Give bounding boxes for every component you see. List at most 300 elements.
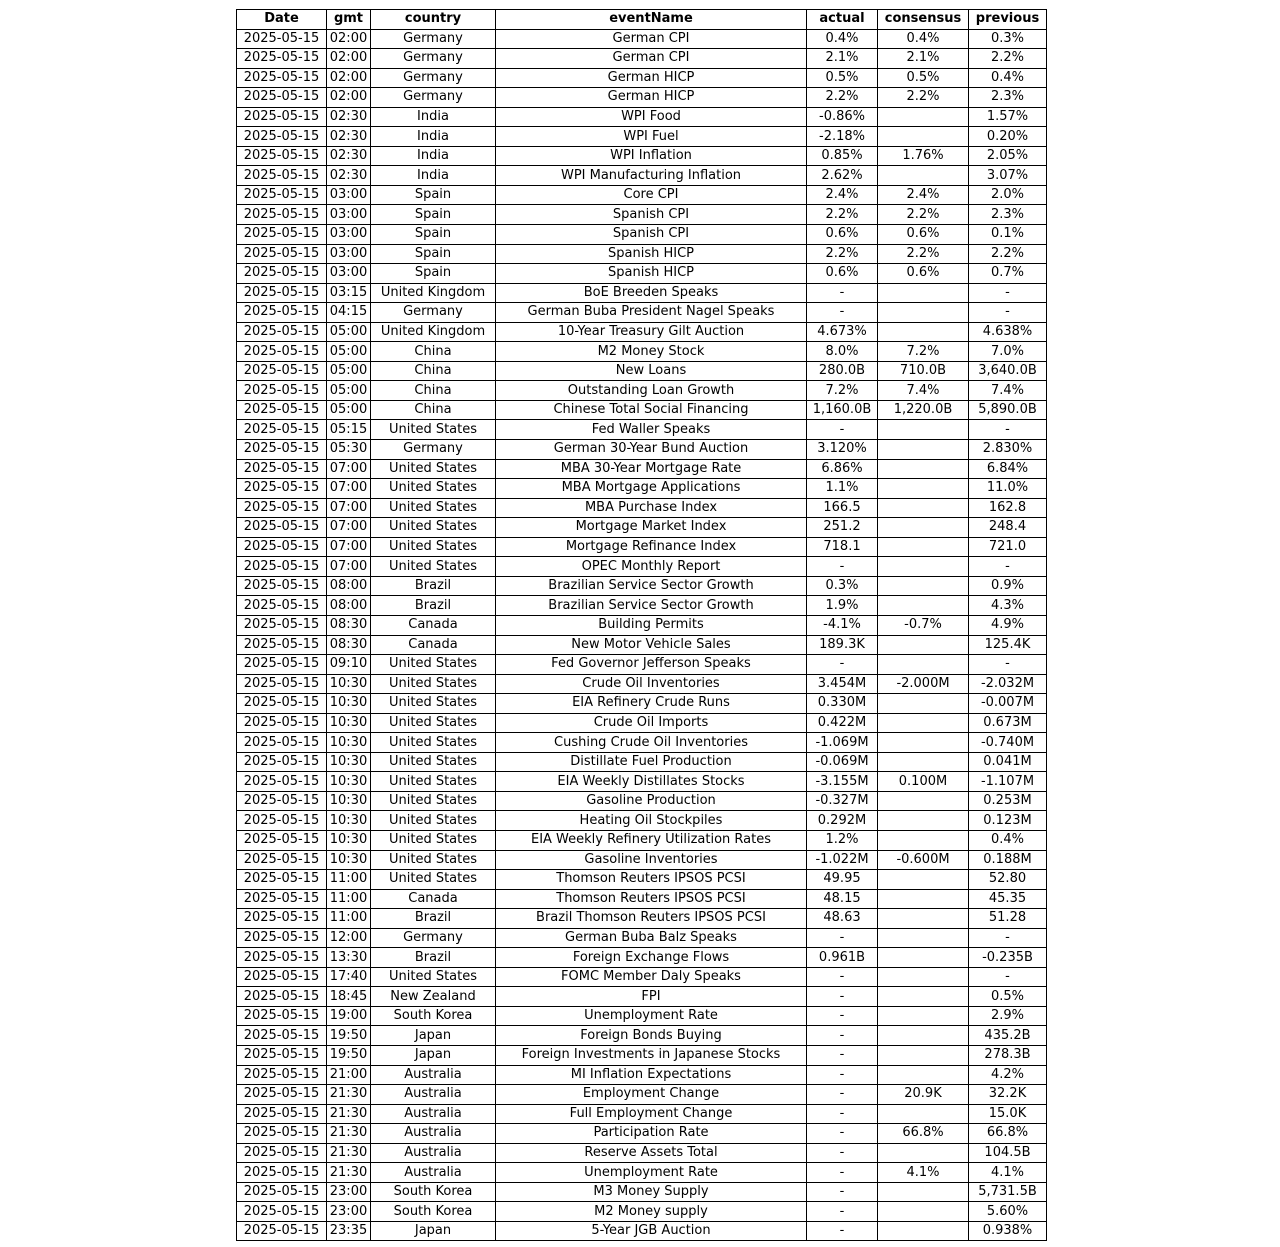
table-row xyxy=(237,283,1047,303)
previous-cell: 0.123M xyxy=(969,811,1047,831)
country-cell: Brazil xyxy=(371,576,496,596)
date-cell: 2025-05-15 xyxy=(237,166,327,186)
gmt-cell: 07:00 xyxy=(327,518,371,538)
previous-cell: 45.35 xyxy=(969,889,1047,909)
table-row xyxy=(237,655,1047,675)
event-name-cell: German HICP xyxy=(496,88,807,108)
table-row xyxy=(237,303,1047,323)
previous-cell: 0.4% xyxy=(969,68,1047,88)
event-name-cell: Thomson Reuters IPSOS PCSI xyxy=(496,889,807,909)
consensus-cell xyxy=(878,967,969,987)
previous-cell: 2.0% xyxy=(969,185,1047,205)
date-cell: 2025-05-15 xyxy=(237,1026,327,1046)
previous-cell: 5,890.0B xyxy=(969,400,1047,420)
date-cell: 2025-05-15 xyxy=(237,713,327,733)
date-cell: 2025-05-15 xyxy=(237,596,327,616)
actual-cell: 3.454M xyxy=(807,674,878,694)
date-cell: 2025-05-15 xyxy=(237,537,327,557)
actual-cell: - xyxy=(807,1065,878,1085)
consensus-cell xyxy=(878,870,969,890)
gmt-cell: 10:30 xyxy=(327,713,371,733)
table-row xyxy=(237,518,1047,538)
actual-cell: 166.5 xyxy=(807,498,878,518)
country-cell: New Zealand xyxy=(371,987,496,1007)
actual-cell: -1.069M xyxy=(807,733,878,753)
previous-cell: 2.05% xyxy=(969,146,1047,166)
previous-cell: 66.8% xyxy=(969,1124,1047,1144)
date-cell: 2025-05-15 xyxy=(237,225,327,245)
date-cell: 2025-05-15 xyxy=(237,420,327,440)
table-row xyxy=(237,596,1047,616)
consensus-cell xyxy=(878,1202,969,1222)
country-cell: United States xyxy=(371,694,496,714)
previous-cell: 1.57% xyxy=(969,107,1047,127)
event-name-cell: German CPI xyxy=(496,49,807,69)
actual-cell: 2.1% xyxy=(807,49,878,69)
country-cell: Germany xyxy=(371,29,496,49)
gmt-cell: 02:00 xyxy=(327,49,371,69)
country-cell: Spain xyxy=(371,264,496,284)
actual-cell: - xyxy=(807,283,878,303)
actual-cell: - xyxy=(807,1221,878,1241)
date-cell: 2025-05-15 xyxy=(237,635,327,655)
gmt-cell: 21:30 xyxy=(327,1085,371,1105)
previous-cell: 0.5% xyxy=(969,987,1047,1007)
table-row xyxy=(237,88,1047,108)
actual-cell: 48.63 xyxy=(807,909,878,929)
table-row xyxy=(237,420,1047,440)
consensus-cell: 2.1% xyxy=(878,49,969,69)
previous-cell: - xyxy=(969,420,1047,440)
gmt-cell: 03:00 xyxy=(327,225,371,245)
consensus-cell: -0.600M xyxy=(878,850,969,870)
consensus-cell: 0.5% xyxy=(878,68,969,88)
country-cell: United States xyxy=(371,713,496,733)
consensus-cell: 20.9K xyxy=(878,1085,969,1105)
gmt-cell: 05:15 xyxy=(327,420,371,440)
consensus-cell xyxy=(878,948,969,968)
consensus-cell xyxy=(878,830,969,850)
actual-cell: - xyxy=(807,967,878,987)
previous-cell: 0.041M xyxy=(969,752,1047,772)
date-cell: 2025-05-15 xyxy=(237,459,327,479)
country-cell: United States xyxy=(371,811,496,831)
table-row xyxy=(237,909,1047,929)
previous-cell: 0.9% xyxy=(969,576,1047,596)
previous-cell: 0.188M xyxy=(969,850,1047,870)
date-cell: 2025-05-15 xyxy=(237,1182,327,1202)
table-row xyxy=(237,635,1047,655)
gmt-cell: 11:00 xyxy=(327,870,371,890)
actual-cell: - xyxy=(807,1045,878,1065)
gmt-cell: 03:00 xyxy=(327,244,371,264)
previous-cell: 51.28 xyxy=(969,909,1047,929)
previous-cell: 4.3% xyxy=(969,596,1047,616)
gmt-cell: 05:00 xyxy=(327,381,371,401)
gmt-cell: 08:30 xyxy=(327,635,371,655)
consensus-cell: 66.8% xyxy=(878,1124,969,1144)
actual-cell: 1.2% xyxy=(807,830,878,850)
date-cell: 2025-05-15 xyxy=(237,928,327,948)
previous-cell: 0.253M xyxy=(969,791,1047,811)
column-header-gmt: gmt xyxy=(327,10,371,30)
table-row xyxy=(237,322,1047,342)
event-name-cell: Foreign Exchange Flows xyxy=(496,948,807,968)
event-name-cell: Cushing Crude Oil Inventories xyxy=(496,733,807,753)
consensus-cell xyxy=(878,303,969,323)
date-cell: 2025-05-15 xyxy=(237,1045,327,1065)
country-cell: Australia xyxy=(371,1143,496,1163)
column-header-event-name: eventName xyxy=(496,10,807,30)
actual-cell: 0.85% xyxy=(807,146,878,166)
consensus-cell xyxy=(878,166,969,186)
event-name-cell: Fed Waller Speaks xyxy=(496,420,807,440)
country-cell: Canada xyxy=(371,635,496,655)
table-row xyxy=(237,49,1047,69)
actual-cell: -0.069M xyxy=(807,752,878,772)
date-cell: 2025-05-15 xyxy=(237,576,327,596)
previous-cell: 3,640.0B xyxy=(969,361,1047,381)
table-row xyxy=(237,615,1047,635)
date-cell: 2025-05-15 xyxy=(237,322,327,342)
previous-cell: 7.0% xyxy=(969,342,1047,362)
table-row xyxy=(237,674,1047,694)
consensus-cell: 2.2% xyxy=(878,88,969,108)
consensus-cell: 7.2% xyxy=(878,342,969,362)
table-row xyxy=(237,342,1047,362)
actual-cell: - xyxy=(807,1085,878,1105)
previous-cell: - xyxy=(969,303,1047,323)
country-cell: United States xyxy=(371,967,496,987)
column-header-actual: actual xyxy=(807,10,878,30)
actual-cell: -0.86% xyxy=(807,107,878,127)
actual-cell: 48.15 xyxy=(807,889,878,909)
date-cell: 2025-05-15 xyxy=(237,655,327,675)
actual-cell: 0.330M xyxy=(807,694,878,714)
consensus-cell xyxy=(878,479,969,499)
country-cell: United States xyxy=(371,850,496,870)
actual-cell: - xyxy=(807,1104,878,1124)
consensus-cell: 0.4% xyxy=(878,29,969,49)
table-row xyxy=(237,1026,1047,1046)
actual-cell: -0.327M xyxy=(807,791,878,811)
date-cell: 2025-05-15 xyxy=(237,889,327,909)
actual-cell: 0.292M xyxy=(807,811,878,831)
country-cell: United States xyxy=(371,674,496,694)
country-cell: India xyxy=(371,107,496,127)
actual-cell: 1,160.0B xyxy=(807,400,878,420)
consensus-cell xyxy=(878,752,969,772)
gmt-cell: 02:30 xyxy=(327,146,371,166)
table-row xyxy=(237,694,1047,714)
table-row xyxy=(237,576,1047,596)
table-row xyxy=(237,68,1047,88)
table-row xyxy=(237,713,1047,733)
actual-cell: - xyxy=(807,1026,878,1046)
country-cell: China xyxy=(371,400,496,420)
date-cell: 2025-05-15 xyxy=(237,557,327,577)
gmt-cell: 21:30 xyxy=(327,1104,371,1124)
country-cell: United States xyxy=(371,870,496,890)
actual-cell: - xyxy=(807,987,878,1007)
consensus-cell xyxy=(878,107,969,127)
gmt-cell: 18:45 xyxy=(327,987,371,1007)
date-cell: 2025-05-15 xyxy=(237,1124,327,1144)
actual-cell: 0.6% xyxy=(807,264,878,284)
table-row xyxy=(237,400,1047,420)
previous-cell: -0.007M xyxy=(969,694,1047,714)
gmt-cell: 03:15 xyxy=(327,283,371,303)
table-row xyxy=(237,29,1047,49)
date-cell: 2025-05-15 xyxy=(237,205,327,225)
table-row xyxy=(237,166,1047,186)
event-name-cell: FPI xyxy=(496,987,807,1007)
actual-cell: 7.2% xyxy=(807,381,878,401)
event-name-cell: Crude Oil Imports xyxy=(496,713,807,733)
event-name-cell: M2 Money Stock xyxy=(496,342,807,362)
consensus-cell: 0.6% xyxy=(878,264,969,284)
event-name-cell: Foreign Bonds Buying xyxy=(496,1026,807,1046)
previous-cell: 2.9% xyxy=(969,1006,1047,1026)
table-row xyxy=(237,850,1047,870)
gmt-cell: 07:00 xyxy=(327,498,371,518)
table-row xyxy=(237,811,1047,831)
gmt-cell: 07:00 xyxy=(327,557,371,577)
date-cell: 2025-05-15 xyxy=(237,49,327,69)
event-name-cell: German HICP xyxy=(496,68,807,88)
event-name-cell: Unemployment Rate xyxy=(496,1163,807,1183)
previous-cell: 0.3% xyxy=(969,29,1047,49)
actual-cell: 4.673% xyxy=(807,322,878,342)
consensus-cell xyxy=(878,420,969,440)
date-cell: 2025-05-15 xyxy=(237,733,327,753)
column-header-country: country xyxy=(371,10,496,30)
gmt-cell: 05:00 xyxy=(327,322,371,342)
country-cell: Brazil xyxy=(371,948,496,968)
gmt-cell: 07:00 xyxy=(327,459,371,479)
gmt-cell: 10:30 xyxy=(327,733,371,753)
actual-cell: 0.6% xyxy=(807,225,878,245)
date-cell: 2025-05-15 xyxy=(237,361,327,381)
table-row xyxy=(237,146,1047,166)
country-cell: Germany xyxy=(371,928,496,948)
date-cell: 2025-05-15 xyxy=(237,870,327,890)
date-cell: 2025-05-15 xyxy=(237,88,327,108)
actual-cell: 3.120% xyxy=(807,440,878,460)
gmt-cell: 23:35 xyxy=(327,1221,371,1241)
previous-cell: 0.938% xyxy=(969,1221,1047,1241)
previous-cell: -1.107M xyxy=(969,772,1047,792)
consensus-cell xyxy=(878,987,969,1007)
event-name-cell: WPI Manufacturing Inflation xyxy=(496,166,807,186)
country-cell: India xyxy=(371,146,496,166)
gmt-cell: 10:30 xyxy=(327,791,371,811)
country-cell: China xyxy=(371,361,496,381)
actual-cell: 0.5% xyxy=(807,68,878,88)
consensus-cell xyxy=(878,909,969,929)
gmt-cell: 21:00 xyxy=(327,1065,371,1085)
event-name-cell: Spanish HICP xyxy=(496,244,807,264)
actual-cell: 8.0% xyxy=(807,342,878,362)
actual-cell: - xyxy=(807,1202,878,1222)
country-cell: Germany xyxy=(371,49,496,69)
column-header-consensus: consensus xyxy=(878,10,969,30)
previous-cell: 2.2% xyxy=(969,49,1047,69)
event-name-cell: WPI Food xyxy=(496,107,807,127)
table-row xyxy=(237,537,1047,557)
event-name-cell: Spanish HICP xyxy=(496,264,807,284)
actual-cell: - xyxy=(807,420,878,440)
gmt-cell: 17:40 xyxy=(327,967,371,987)
table-header xyxy=(237,10,1047,30)
event-name-cell: Participation Rate xyxy=(496,1124,807,1144)
table-row xyxy=(237,889,1047,909)
economic-calendar-table xyxy=(236,9,1047,1241)
event-name-cell: Brazil Thomson Reuters IPSOS PCSI xyxy=(496,909,807,929)
country-cell: Spain xyxy=(371,205,496,225)
table-row xyxy=(237,1202,1047,1222)
date-cell: 2025-05-15 xyxy=(237,303,327,323)
consensus-cell: -2.000M xyxy=(878,674,969,694)
table-row xyxy=(237,1221,1047,1241)
consensus-cell: 0.100M xyxy=(878,772,969,792)
previous-cell: 15.0K xyxy=(969,1104,1047,1124)
previous-cell: 162.8 xyxy=(969,498,1047,518)
actual-cell: - xyxy=(807,557,878,577)
actual-cell: 1.1% xyxy=(807,479,878,499)
gmt-cell: 23:00 xyxy=(327,1202,371,1222)
actual-cell: - xyxy=(807,1124,878,1144)
previous-cell: - xyxy=(969,967,1047,987)
country-cell: South Korea xyxy=(371,1006,496,1026)
event-name-cell: New Motor Vehicle Sales xyxy=(496,635,807,655)
actual-cell: 2.2% xyxy=(807,88,878,108)
country-cell: United States xyxy=(371,557,496,577)
date-cell: 2025-05-15 xyxy=(237,1065,327,1085)
consensus-cell xyxy=(878,498,969,518)
consensus-cell xyxy=(878,791,969,811)
previous-cell: - xyxy=(969,928,1047,948)
gmt-cell: 02:00 xyxy=(327,29,371,49)
consensus-cell xyxy=(878,1221,969,1241)
date-cell: 2025-05-15 xyxy=(237,1221,327,1241)
table-row xyxy=(237,1045,1047,1065)
table-row xyxy=(237,752,1047,772)
gmt-cell: 23:00 xyxy=(327,1182,371,1202)
actual-cell: - xyxy=(807,655,878,675)
gmt-cell: 13:30 xyxy=(327,948,371,968)
date-cell: 2025-05-15 xyxy=(237,146,327,166)
date-cell: 2025-05-15 xyxy=(237,498,327,518)
actual-cell: 189.3K xyxy=(807,635,878,655)
consensus-cell xyxy=(878,537,969,557)
event-name-cell: 10-Year Treasury Gilt Auction xyxy=(496,322,807,342)
event-name-cell: EIA Weekly Distillates Stocks xyxy=(496,772,807,792)
table-row xyxy=(237,1182,1047,1202)
country-cell: Germany xyxy=(371,88,496,108)
table-row xyxy=(237,459,1047,479)
previous-cell: 4.2% xyxy=(969,1065,1047,1085)
table-row xyxy=(237,772,1047,792)
date-cell: 2025-05-15 xyxy=(237,244,327,264)
country-cell: Australia xyxy=(371,1065,496,1085)
table-row xyxy=(237,830,1047,850)
date-cell: 2025-05-15 xyxy=(237,342,327,362)
event-name-cell: German 30-Year Bund Auction xyxy=(496,440,807,460)
actual-cell: -1.022M xyxy=(807,850,878,870)
date-cell: 2025-05-15 xyxy=(237,29,327,49)
country-cell: United States xyxy=(371,479,496,499)
event-name-cell: Foreign Investments in Japanese Stocks xyxy=(496,1045,807,1065)
consensus-cell xyxy=(878,322,969,342)
date-cell: 2025-05-15 xyxy=(237,400,327,420)
country-cell: India xyxy=(371,166,496,186)
previous-cell: 5.60% xyxy=(969,1202,1047,1222)
event-name-cell: M2 Money supply xyxy=(496,1202,807,1222)
date-cell: 2025-05-15 xyxy=(237,987,327,1007)
consensus-cell xyxy=(878,1143,969,1163)
event-name-cell: Mortgage Market Index xyxy=(496,518,807,538)
consensus-cell: 7.4% xyxy=(878,381,969,401)
previous-cell: 0.7% xyxy=(969,264,1047,284)
actual-cell: 2.2% xyxy=(807,244,878,264)
table-row xyxy=(237,1006,1047,1026)
table-row xyxy=(237,244,1047,264)
actual-cell: 280.0B xyxy=(807,361,878,381)
country-cell: Australia xyxy=(371,1104,496,1124)
gmt-cell: 10:30 xyxy=(327,694,371,714)
country-cell: United States xyxy=(371,420,496,440)
consensus-cell: 2.4% xyxy=(878,185,969,205)
consensus-cell xyxy=(878,440,969,460)
country-cell: Canada xyxy=(371,615,496,635)
event-name-cell: Fed Governor Jefferson Speaks xyxy=(496,655,807,675)
gmt-cell: 05:00 xyxy=(327,342,371,362)
event-name-cell: Spanish CPI xyxy=(496,225,807,245)
table-row xyxy=(237,987,1047,1007)
event-name-cell: Chinese Total Social Financing xyxy=(496,400,807,420)
date-cell: 2025-05-15 xyxy=(237,772,327,792)
actual-cell: 718.1 xyxy=(807,537,878,557)
country-cell: United States xyxy=(371,459,496,479)
consensus-cell: 1.76% xyxy=(878,146,969,166)
date-cell: 2025-05-15 xyxy=(237,791,327,811)
consensus-cell xyxy=(878,694,969,714)
gmt-cell: 10:30 xyxy=(327,850,371,870)
gmt-cell: 10:30 xyxy=(327,772,371,792)
previous-cell: 0.20% xyxy=(969,127,1047,147)
table-row xyxy=(237,557,1047,577)
date-cell: 2025-05-15 xyxy=(237,674,327,694)
table-row xyxy=(237,1104,1047,1124)
actual-cell: - xyxy=(807,1182,878,1202)
table-row xyxy=(237,1065,1047,1085)
gmt-cell: 21:30 xyxy=(327,1124,371,1144)
country-cell: Japan xyxy=(371,1026,496,1046)
consensus-cell xyxy=(878,596,969,616)
gmt-cell: 10:30 xyxy=(327,674,371,694)
event-name-cell: Reserve Assets Total xyxy=(496,1143,807,1163)
country-cell: Australia xyxy=(371,1124,496,1144)
previous-cell: - xyxy=(969,557,1047,577)
previous-cell: 721.0 xyxy=(969,537,1047,557)
previous-cell: - xyxy=(969,283,1047,303)
consensus-cell: 2.2% xyxy=(878,244,969,264)
country-cell: Japan xyxy=(371,1221,496,1241)
gmt-cell: 10:30 xyxy=(327,811,371,831)
country-cell: Japan xyxy=(371,1045,496,1065)
table-row xyxy=(237,127,1047,147)
